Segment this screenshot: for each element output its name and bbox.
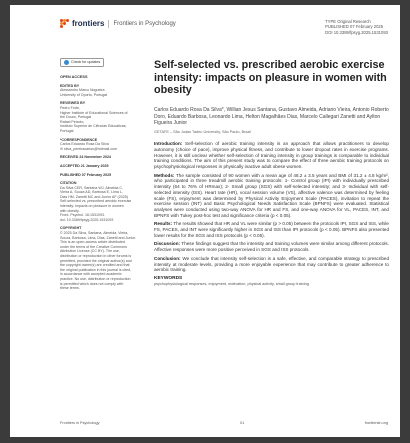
footer-journal: Frontiers in Psychology (60, 421, 100, 425)
article-meta (325, 19, 388, 35)
brand-name: frontiers (72, 19, 105, 28)
copyright-line: Souza, Barbosa, Lima, Dias, Zanetti and Junior. (60, 235, 137, 240)
received-date: RECEIVED 24 November 2024 (60, 155, 111, 160)
reviewed-by-line: Instituto Superior de Ciências Educativas, (60, 124, 127, 129)
journal-logo[interactable] (60, 19, 176, 28)
citation-text (60, 186, 140, 223)
page-number: 01 (240, 421, 245, 425)
reviewed-by-line: Higher Institute of Educational Sciences of (60, 110, 128, 115)
abstract-discussion (154, 241, 389, 252)
article-main (154, 59, 389, 286)
journal-name: Frontiers in Psychology (113, 20, 176, 27)
citation-line: with obesity. (60, 208, 80, 213)
edited-by-line: Alessandro Marco Nogueira (60, 88, 105, 93)
check-updates-label: Check for updates (71, 60, 101, 65)
published-date: PUBLISHED 07 February 2025 (325, 24, 384, 30)
footer-site-link[interactable]: frontiersin.org (364, 421, 388, 425)
abstract-section-text: The sample consisted of 90 women with a mean age of 48.2 ± 3.5 years and BMI of 31.2 ± 4.8 kg/m², who participated in three treadmill aerobic training protocols: 1- Control group (IPI) with individually prescribed intensity (64 to 76% of HRmax); 2- Small group (SGS) with self-selected intensity; and 3- Individual with self-selected intensity (ISS). Heart rate (HR), vocal session volume (VS), affective valence was determined by feeling scale (FS), enjoyment was determined by Physical Activity Enjoyment Scale (PACES), invitation to repeat the exercise session (INT) and Basic Psychological Needs Satisfaction Scale (BPNFS) were evaluated. Statistical analyses were conducted using two-way ANOVA for HR and FS, and one-way ANOVA for VL, PACES, INT, and BPNFS with Tukey post-hoc test and significance criteria (p < 0.05). (154, 172, 389, 218)
reviewed-by-heading: REVIEWED BY (60, 101, 86, 106)
copyright-line: the original publication in this journal is cited, (60, 267, 132, 272)
copyright-line: in accordance with accepted academic (60, 272, 122, 277)
reviewed-by-line: Portugal (60, 128, 74, 133)
copyright-heading: COPYRIGHT (60, 226, 82, 231)
copyright-line: these terms. (60, 286, 80, 291)
logo-divider (108, 20, 109, 28)
keywords-text: psychophysiological responses, enjoyment, motivation, physical activity, small group training (154, 281, 309, 286)
correspondence-heading: *CORRESPONDENCE (60, 137, 98, 142)
keywords-heading: KEYWORDS (154, 275, 183, 281)
abstract-methods (154, 173, 389, 219)
citation-line: Front. Psychol. 16:1531093. (60, 213, 105, 218)
abstract-section-heading: Conclusion: (154, 255, 181, 261)
citation-doi[interactable]: doi: 10.3389/fpsyg.2025.1531093 (60, 217, 114, 222)
copyright-line: This is an open-access article distributed (60, 240, 125, 245)
edited-by-line: University of Oporto, Portugal (60, 92, 108, 97)
copyright-line: permitted, provided the original author(s) and (60, 258, 132, 263)
reviewed-by-line: Rafael Peixoto, (60, 119, 85, 124)
check-updates-button[interactable] (60, 58, 104, 67)
citation-line: Dias HM, Zanetti MC and Junior AF (2025) (60, 194, 128, 199)
article-sidebar (60, 58, 140, 293)
article-title: Self-selected vs. prescribed aerobic exercise intensity: impacts on pleasure in women with obesity (154, 59, 387, 97)
affiliation: GETAFE – São Judas Tadeu University, São Paulo, Brazil (154, 130, 252, 135)
copyright-text (60, 231, 140, 291)
copyright-line: © 2025 Da Silva, Santana, Almeida, Vieira, (60, 231, 129, 236)
citation-line: intensity: impacts on pleasure in women (60, 204, 124, 209)
correspondence-line: Carlos Eduardo Rosa Da Silva (60, 142, 109, 147)
abstract-conclusion (154, 256, 389, 273)
edited-by-list (60, 88, 140, 97)
abstract-section-heading: Introduction: (154, 141, 183, 147)
copyright-line: is permitted which does not comply with (60, 281, 124, 286)
refresh-icon (64, 60, 69, 65)
citation-line: Vieira A, Souza AD, Barbosa E, Lima L, (60, 190, 123, 195)
author-list: Carlos Eduardo Rosa Da Silva*, Willian Jesus Santana, Gustavo Almeida, Adriano Vieira, Antonio Roberto Doro, Eduardo Barbosa, Leonardo Lima, Helton Magalhães Dias, Marcelo Callegari Zanetti and Aylton Figueira Junior (154, 106, 389, 127)
abstract-section-text: The results showed that HR and VL were similar (p > 0.05) between the protocols IPI, SGS and ISS, while FS, PACES, and INT were significantly higher in SGS and ISS than IPI protocols (p < 0.05). BPNFS also presented lower results for the SGS and ISS protocols (p < 0.05). (154, 221, 389, 238)
accepted-date: ACCEPTED 21 January 2025 (60, 163, 109, 168)
abstract-section-text: Self-selection of aerobic training intensity is an approach that allows practitioners to develop autonomy (choice of pace), improve physical fitness, and contribute to lower dropout rates in exercise programs. However, it is still unclear whether self-selection of training intensity in group trainings is comparable to individual training conditions. The aim of this present study was to compare the effect of three aerobic training protocols on psychophysiological responses in physically inactive adult obese women. (154, 141, 389, 169)
paper-page (10, 5, 400, 437)
correspondence-list (60, 142, 140, 151)
edited-by-heading: EDITED BY (60, 83, 80, 88)
abstract-section-text: These findings suggest that the intensity and training volumes were similar among different protocols. Affective responses were more positive perceived in SGS and ISS protocols. (154, 241, 389, 253)
article-doi[interactable]: DOI 10.3389/fpsyg.2025.1531093 (325, 29, 388, 35)
article-type: TYPE Original Research (325, 19, 371, 24)
reviewed-by-line: the Douro, Portugal (60, 115, 92, 120)
abstract-introduction (154, 141, 389, 170)
frontiers-logo-icon (60, 19, 69, 28)
abstract-section-heading: Discussion: (154, 241, 181, 247)
reviewed-by-list (60, 106, 140, 134)
copyright-line: distribution or reproduction in other forums is (60, 254, 132, 258)
copyright-line: under the terms of the Creative Commons (60, 244, 127, 249)
correspondence-email[interactable]: ✉ silva_pereiracarlos@hotmail.com (60, 146, 117, 151)
abstract-section-text: We conclude that intensity self-selection is a safe, effective, and comparable strategy to prescribed intensity at moderate levels, providing a more enjoyable experience that may contribute to greater adherence to aerobic training. (154, 255, 390, 273)
published-date-sidebar: PUBLISHED 07 February 2025 (60, 172, 112, 177)
copyright-line: practice. No use, distribution or reproduction (60, 276, 131, 281)
citation-line: Self-selected vs. prescribed aerobic exercise (60, 199, 132, 204)
reviewed-by-line: Pedro Forte, (60, 105, 80, 110)
abstract-section-heading: Methods: (154, 172, 175, 178)
citation-heading: CITATION (60, 181, 77, 186)
abstract-section-heading: Results: (154, 221, 173, 227)
page-header (60, 19, 388, 35)
abstract (154, 141, 389, 273)
abstract-results (154, 221, 389, 238)
citation-line: Da Silva CER, Santana WJ, Almeida C, (60, 185, 123, 190)
copyright-line: the copyright owner(s) are credited and that (60, 263, 130, 268)
open-access-label: OPEN ACCESS (60, 75, 88, 79)
copyright-line: Attribution License (CC BY). The use, (60, 249, 120, 254)
